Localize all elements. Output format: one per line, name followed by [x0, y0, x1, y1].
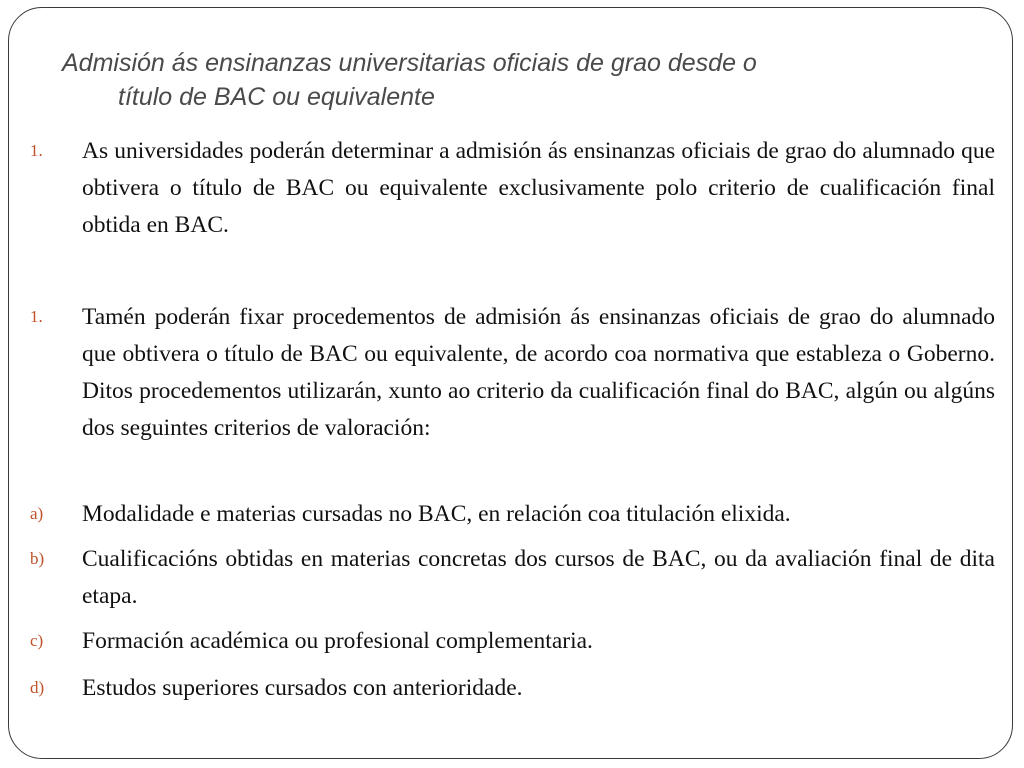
list-item-text: As universidades poderán determinar a admisión ás ensinanzas oficiais de grao do alumnado que obtivera o título de BAC ou equivalente exclusivamente polo criterio de cualificación final obtida en BAC.: [82, 138, 995, 238]
slide-title-line-2: título de BAC ou equivalente: [118, 83, 435, 111]
list-item-text: Cualificacións obtidas en materias concretas dos cursos de BAC, ou da avaliación final de dita etapa.: [82, 546, 995, 609]
list-item-text: Estudos superiores cursados con anterioridade.: [82, 675, 523, 701]
list-marker: d): [30, 678, 45, 697]
slide-title-line-1: Admisión ás ensinanzas universitarias oficiais de grao desde o: [62, 49, 757, 77]
list-item-text: Modalidade e materias cursadas no BAC, en relación coa titulación elixida.: [82, 501, 791, 527]
list-marker: b): [30, 549, 45, 568]
list-item-text: Formación académica ou profesional complementaria.: [82, 628, 593, 654]
list-item-text: Tamén poderán fixar procedementos de admisión ás ensinanzas oficiais de grao do alumnado que obtivera o título de BAC ou equivalente, de acordo coa normativa que estableza o Goberno. Ditos procedementos utilizarán, xunto ao criterio da cualificación final do BAC, algún ou algúns dos seguintes criterios de valoración:: [82, 304, 995, 441]
list-marker: c): [30, 631, 44, 650]
slide-title: [62, 46, 962, 114]
list-marker: 1.: [30, 141, 43, 160]
list-marker: a): [30, 504, 44, 523]
list-marker: 1.: [30, 307, 43, 326]
